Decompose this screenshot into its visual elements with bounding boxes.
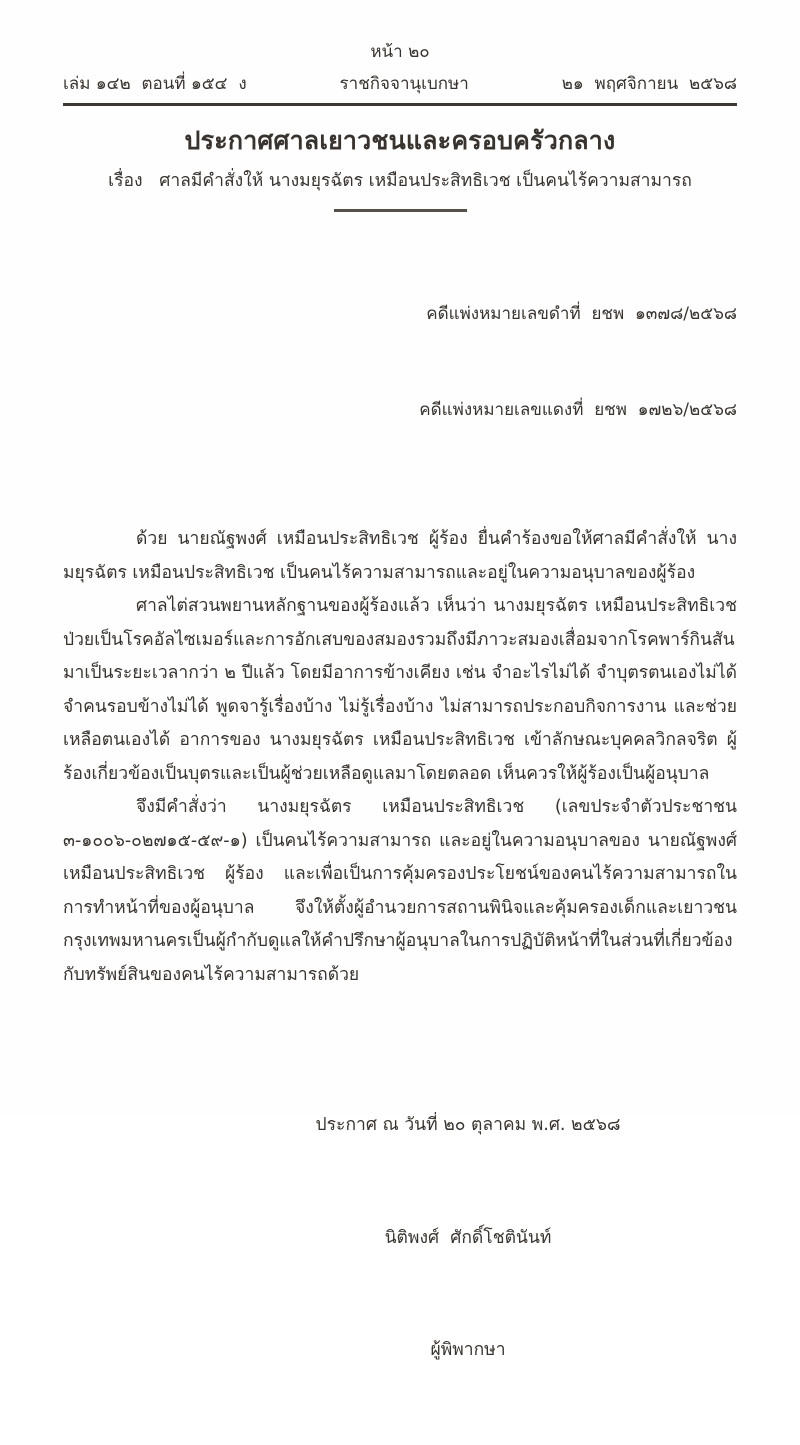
announcement-title: ประกาศศาลเยาวชนและครอบครัวกลาง <box>184 126 616 155</box>
masthead-rule <box>63 103 737 106</box>
announcement-subject: เรื่อง ศาลมีคำสั่งให้ นางมยุรฉัตร เหมือนประสิทธิเวช เป็นคนไร้ความสามารถ <box>108 171 692 191</box>
announcement-body <box>63 523 737 992</box>
black-case-number: คดีแพ่งหมายเลขดำที่ ยชพ ๑๓๗๘/๒๕๖๘ <box>426 304 737 324</box>
body-paragraph-petition: ด้วย นายณัฐพงศ์ เหมือนประสิทธิเวช ผู้ร้อง ยื่นคำร้องขอให้ศาลมีคำสั่งให้ นางมยุรฉัตร เหมือนประสิทธิเวช เป็นคนไร้ความสามารถและอยู่ในความอนุบาลของผู้ร้อง <box>63 529 737 583</box>
red-case-number: คดีแพ่งหมายเลขแดงที่ ยชพ ๑๗๒๖/๒๕๖๘ <box>419 400 737 420</box>
body-paragraph-order: จึงมีคำสั่งว่า นางมยุรฉัตร เหมือนประสิทธิเวช (เลขประจำตัวประชาชน ๓-๑๐๐๖-๐๒๗๑๕-๕๙-๑) เป็นคนไร้ความสามารถ และอยู่ในความอนุบาลของ นายณัฐพงศ์ เหมือนประสิทธิเวช ผู้ร้อง และเพื่อเป็นการคุ้มครองประโยชน์ของคนไร้ความสามารถในการทำหน้าที่ของผู้อนุบาล จึงให้ตั้งผู้อำนวยการสถานพินิจและคุ้มครองเด็กและเยาวชนกรุงเทพมหานครเป็นผู้กำกับดูแลให้คำปรึกษาผู้อนุบาลในการปฏิบัติหน้าที่ในส่วนที่เกี่ยวข้องกับทรัพย์สินของคนไร้ความสามารถด้วย <box>63 797 737 985</box>
signature-block <box>199 1032 737 1445</box>
masthead-gazette-title: ราชกิจจานุเบกษา <box>339 74 469 94</box>
page-number-label: หน้า ๒๐ <box>370 42 430 62</box>
signer-title: ผู้พิพากษา <box>430 1340 506 1360</box>
masthead-volume-part: เล่ม ๑๔๒ ตอนที่ ๑๕๔ ง <box>63 74 247 94</box>
closing-date-line: ประกาศ ณ วันที่ ๒๐ ตุลาคม พ.ศ. ๒๕๖๘ <box>315 1115 621 1135</box>
signer-name: นิติพงศ์ ศักดิ์โชตินันท์ <box>384 1227 552 1248</box>
case-numbers <box>63 234 737 490</box>
body-paragraph-findings: ศาลไต่สวนพยานหลักฐานของผู้ร้องแล้ว เห็นว่า นางมยุรฉัตร เหมือนประสิทธิเวช ป่วยเป็นโรคอัลไซเมอร์และการอักเสบของสมองรวมถึงมีภาวะสมองเสื่อมจากโรคพาร์กินสัน มาเป็นระยะเวลากว่า ๒ ปีแล้ว โดยมีอาการข้างเคียง เช่น จำอะไรไม่ได้ จำบุตรตนเองไม่ได้ จำคนรอบข้างไม่ได้ พูดจารู้เรื่องบ้าง ไม่รู้เรื่องบ้าง ไม่สามารถประกอบกิจการงาน และช่วยเหลือตนเองได้ อาการของ นางมยุรฉัตร เหมือนประสิทธิเวช เข้าลักษณะบุคคลวิกลจริต ผู้ร้องเกี่ยวข้องเป็นบุตรและเป็นผู้ช่วยเหลือดูแลมาโดยตลอด เห็นควรให้ผู้ร้องเป็นผู้อนุบาล <box>63 596 737 784</box>
title-divider <box>334 209 467 212</box>
masthead-date: ๒๑ พฤศจิกายน ๒๕๖๘ <box>561 74 737 94</box>
masthead <box>63 72 737 96</box>
